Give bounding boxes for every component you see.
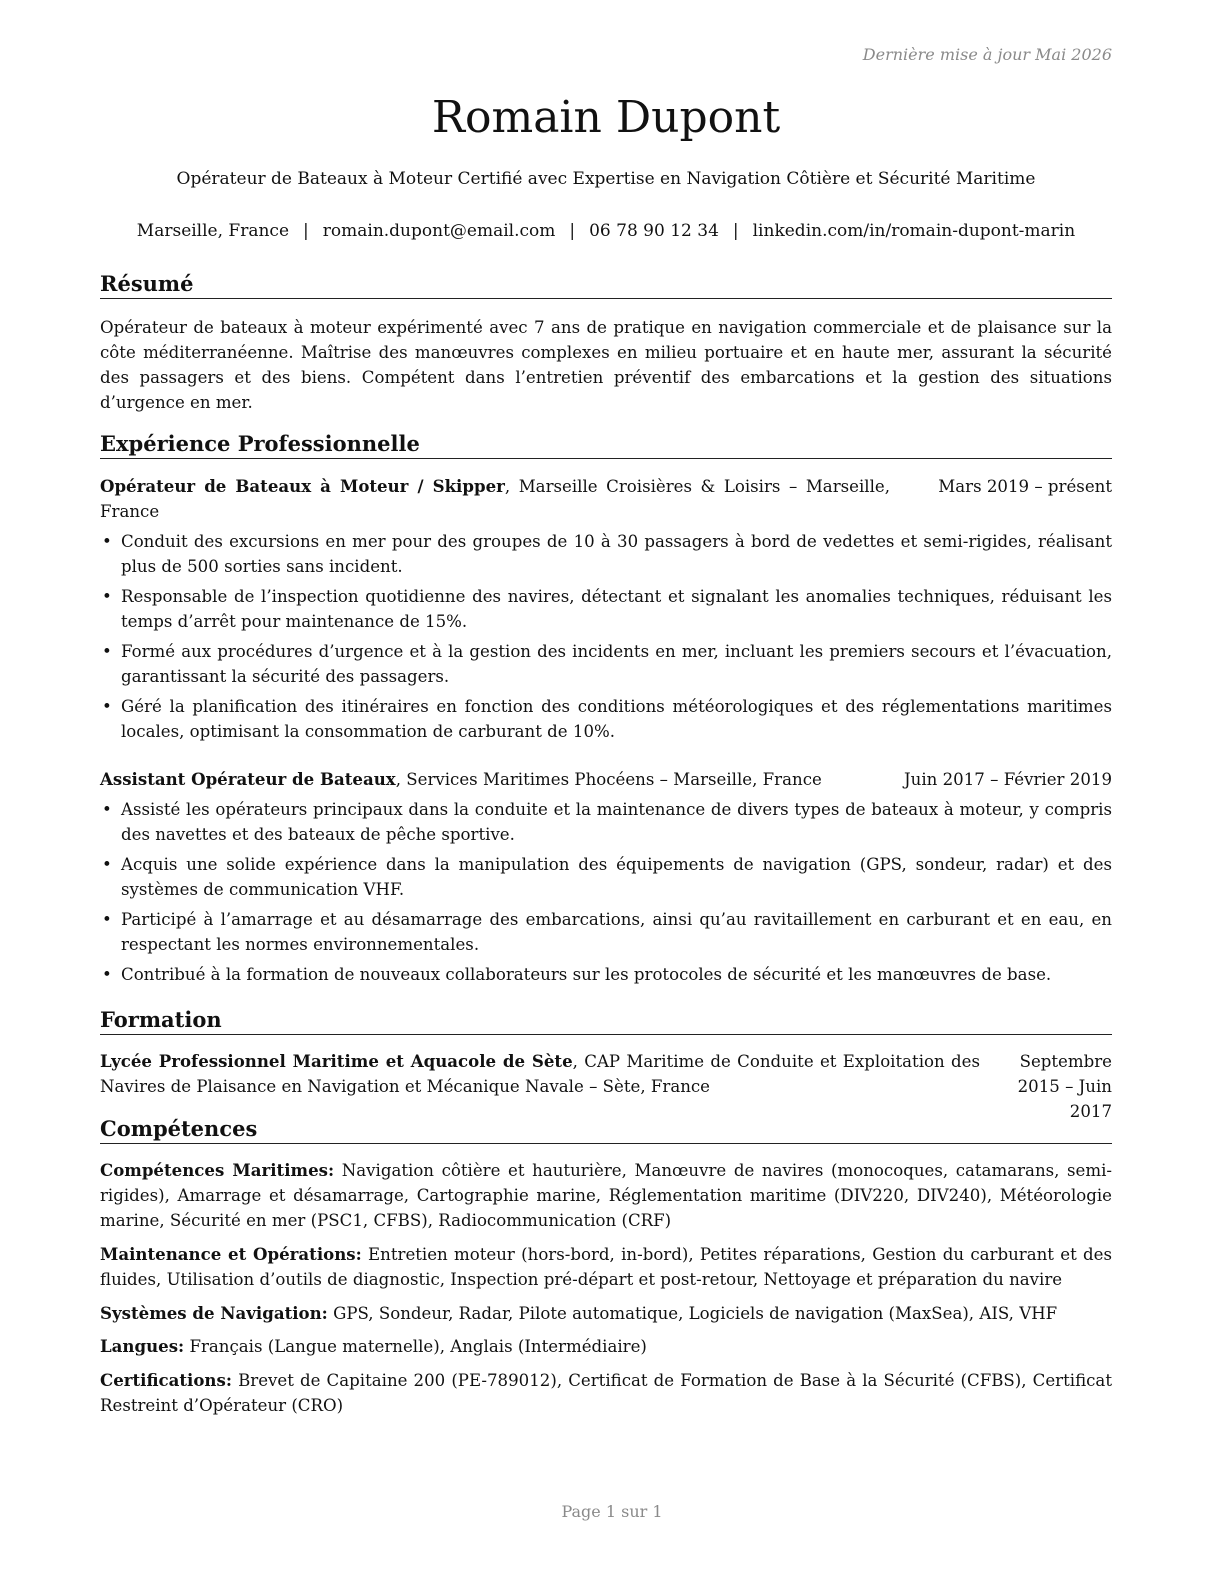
bullet-item: • Conduit des excursions en mer pour des groupes de 10 à 30 passagers à bord de vedettes et semi-rigides, réalisant plus de 500 sorties sans incident. — [100, 529, 1112, 579]
summary-text: Opérateur de bateaux à moteur expérimenté avec 7 ans de pratique en navigation commerciale et de plaisance sur la côte méditerranéenne. Maîtrise des manœuvres complexes en milieu portuaire et en haute mer, assurant la sécurité des passagers et des biens. Compétent dans l’entretien préventif des embarcations et la gestion des situations d’urgence en mer. — [100, 318, 1112, 412]
education-dates: Septembre 2015 – Juin 2017 — [1017, 1052, 1112, 1121]
skill-row-maintenance — [100, 1242, 1112, 1292]
contact-email-link[interactable]: romain.dupont@email.com — [322, 221, 556, 241]
job-dates: Mars 2019 – présent — [938, 477, 1112, 496]
contact-location: Marseille, France — [136, 221, 290, 241]
job-bullets-2 — [100, 797, 1112, 992]
contact-phone: 06 78 90 12 34 — [589, 221, 719, 241]
skill-label: Compétences Maritimes: — [100, 1160, 335, 1180]
contact-line — [100, 219, 1112, 243]
bullet-item: • Géré la planification des itinéraires en fonction des conditions météorologiques et des réglementations maritimes locales, optimisant la consommation de carburant de 10%. — [100, 694, 1112, 744]
bullet-item: • Formé aux procédures d’urgence et à la gestion des incidents en mer, incluant les premiers secours et l’évacuation, garantissant la sécurité des passagers. — [100, 639, 1112, 689]
candidate-name: Romain Dupont — [431, 92, 781, 143]
education-detail: , CAP Maritime de Conduite et Exploitation des Navires de Plaisance en Navigation et Mécanique Navale – Sète, France — [100, 1052, 980, 1096]
skill-label: Maintenance et Opérations: — [100, 1244, 362, 1264]
section-title-education: Formation — [100, 1006, 1112, 1035]
contact-separator: | — [303, 221, 309, 241]
education-school: Lycée Professionnel Maritime et Aquacole de Sète — [100, 1051, 573, 1071]
section-title-skills: Compétences — [100, 1115, 1112, 1144]
skill-text: Français (Langue maternelle), Anglais (Intermédiaire) — [184, 1337, 647, 1356]
skill-text: GPS, Sondeur, Radar, Pilote automatique, Logiciels de navigation (MaxSea), AIS, VHF — [327, 1304, 1058, 1323]
bullet-item: • Responsable de l’inspection quotidienne des navires, détectant et signalant les anomalies techniques, réduisant les temps d’arrêt pour maintenance de 15%. — [100, 584, 1112, 634]
bullet-item: • Contribué à la formation de nouveaux collaborateurs sur les protocoles de sécurité et les manœuvres de base. — [100, 962, 1112, 987]
skill-row-navigation — [100, 1301, 1112, 1326]
bullet-item: • Participé à l’amarrage et au désamarrage des embarcations, ainsi qu’au ravitaillement en carburant et en eau, en respectant les normes environnementales. — [100, 907, 1112, 957]
skill-text: Entretien moteur (hors-bord, in-bord), Petites réparations, Gestion du carburant et des fluides, Utilisation d’outils de diagnostic, Inspection pré-départ et post-retour, Nettoyage et préparation du navire — [100, 1245, 1112, 1289]
page-number: Page 1 sur 1 — [561, 1502, 663, 1521]
section-title-experience: Expérience Professionnelle — [100, 430, 1112, 459]
skill-text: Navigation côtière et hauturière, Manœuvre de navires (monocoques, catamarans, semi-rigides), Amarrage et désamarrage, Cartographie marine, Réglementation maritime (DIV220, DIV240), Météorologie marine, Sécurité en mer (PSC1, CFBS), Radiocommunication (CRF) — [100, 1161, 1113, 1230]
section-title-summary: Résumé — [100, 270, 1112, 299]
headline: Opérateur de Bateaux à Moteur Certifié avec Expertise en Navigation Côtière et Sécurité Maritime — [176, 169, 1036, 189]
job-company: , Marseille Croisières & Loisirs – Marseille, France — [100, 477, 890, 521]
skill-label: Certifications: — [100, 1370, 232, 1390]
skill-row-maritime — [100, 1158, 1112, 1233]
job-role: Assistant Opérateur de Bateaux — [100, 769, 396, 789]
bullet-item: • Assisté les opérateurs principaux dans la conduite et la maintenance de divers types de bateaux à moteur, y compris des navettes et des bateaux de pêche sportive. — [100, 797, 1112, 847]
education-entry — [100, 1049, 1112, 1121]
job-role: Opérateur de Bateaux à Moteur / Skipper — [100, 476, 505, 496]
job-header-2 — [100, 767, 1112, 792]
skill-row-languages — [100, 1334, 1112, 1359]
skill-label: Systèmes de Navigation: — [100, 1303, 328, 1323]
skill-text: Brevet de Capitaine 200 (PE-789012), Certificat de Formation de Base à la Sécurité (CFBS), Certificat Restreint d’Opérateur (CRO) — [100, 1371, 1112, 1415]
skill-row-certifications — [100, 1368, 1112, 1418]
contact-separator: | — [569, 221, 576, 241]
job-dates: Juin 2017 – Février 2019 — [904, 770, 1112, 789]
contact-separator: | — [732, 221, 739, 241]
job-bullets-1 — [100, 529, 1112, 749]
bullet-item: • Acquis une solide expérience dans la manipulation des équipements de navigation (GPS, sondeur, radar) et des systèmes de communication VHF. — [100, 852, 1112, 902]
job-company: , Services Maritimes Phocéens – Marseille, France — [395, 770, 822, 789]
last-updated: Dernière mise à jour Mai 2026 — [862, 45, 1112, 64]
skill-label: Langues: — [100, 1336, 185, 1356]
job-header-1 — [100, 474, 1112, 524]
contact-linkedin-link[interactable]: linkedin.com/in/romain-dupont-marin — [752, 221, 1076, 241]
